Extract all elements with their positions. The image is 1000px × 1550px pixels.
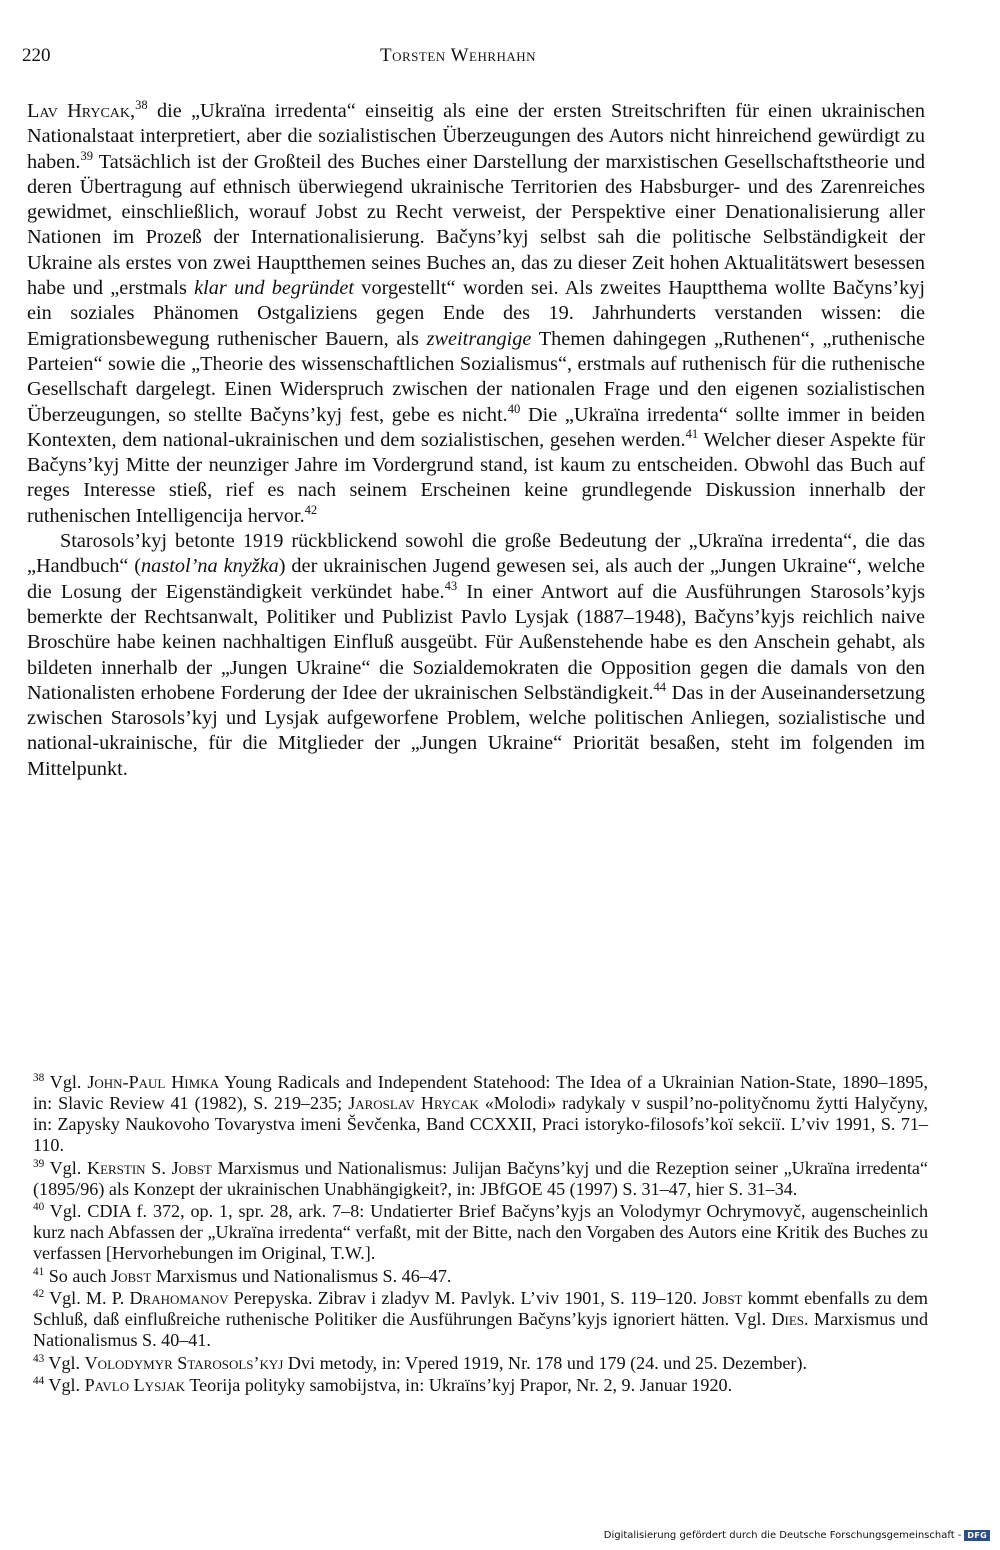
author-name: Volodymyr Starosols’kyj [84, 1352, 284, 1373]
text-run: vorgestellt“ worden sei. Als zweites Hauptthema wollte Bačyns’kyj ein soziales Phänomen Ostgaliziens gegen Ende des 19. Jahrhunderts verstanden wissen: die Emigrationsbewegung ruthenischer Bauern, als [27, 277, 925, 350]
footnote [33, 1375, 928, 1396]
text-run: «Molodi» radykaly v suspil’no-polityčnomu žytti Halyčyny, in: Zapysky Naukovoho Tovarystva imeni Ševčenka, Band CCXXII, Praci istoryko-filosofs’koï sekciï. L’viv 1991, S. 71–110. [33, 1093, 929, 1155]
footnotes [33, 1072, 928, 1398]
italic-text: nastol’na knyžka [141, 555, 279, 578]
footnote-marker: 40 [33, 1201, 45, 1214]
text-run: In einer Antwort auf die Ausführungen Starosols’kyjs bemerkte der Rechtsanwalt, Politiker und Publizist Pavlo Lysjak (1887–1948), Bačyns’kyjs reichlich naive Broschüre habe keinen nachhaltigen Einfluß ausgeübt. Für Außenstehende habe es den Anschein gehabt, als bildeten innerhalb der „Jungen Ukraine“ die Sozialdemokraten die Opposition gegen die damals von den Nationalisten erhobene Forderung der Idee der ukrainischen Selbständigkeit. [27, 580, 926, 704]
credit-text: Digitalisierung gefördert durch die Deutsche Forschungsgemeinschaft - [603, 1530, 962, 1541]
footnote-marker: 40 [507, 401, 521, 416]
text-run: Tatsächlich ist der Großteil des Buches einer Darstellung der marxistischen Gesellschaftstheorie und deren Übertragung auf ethnisch überwiegend ukrainische Territorien des Habsburger- und des Zarenreiches gewidmet, einschließlich, worauf Jobst zu Recht verweist, der Perspektive einer Denationalisierung aller Nationen im Prozeß der Internationalisierung. Bačyns’kyj selbst sah die politische Selbständigkeit der Ukraine als erstes von zwei Hauptthemen seines Buches an, das zu dieser Zeit hohen Aktualitätswert besessen habe und „erstmals [27, 150, 925, 300]
author-name: Jobst [702, 1288, 743, 1308]
text-run: . Marxismus und Nationalismus S. 40–41. [33, 1309, 928, 1350]
italic-text: zweitrangige [426, 327, 532, 350]
text-run: Vgl. CDIA f. 372, op. 1, spr. 28, ark. 7–8: Undatierter Brief Bačyns’kyjs an Volodymyr Ochrymovyč, augenscheinlich kurz nach Abfassen der „Ukraïna irredenta“ verfaßt, mit der Bitte, nach den Vorgaben des Autors eine Kritik des Buches zu verfassen [Hervorhebungen im Original, T.W.]. [33, 1201, 928, 1263]
author-name: Jaroslav Hrycak [348, 1093, 479, 1113]
text-run: ) der ukrainischen Jugend gewesen sei, als auch der „Jungen Ukraine“, welche die Losung der Eigenständigkeit verkündet habe. [27, 555, 925, 603]
text-run: Dvi metody, in: Vpered 1919, Nr. 178 und 179 (24. und 25. Dezember). [283, 1352, 807, 1373]
italic-text: klar und begründet [194, 277, 355, 300]
footnote-marker: 43 [444, 578, 458, 593]
footnote [33, 1072, 928, 1156]
footnote-marker: 42 [33, 1288, 45, 1301]
author-name: Kerstin S. Jobst [87, 1157, 212, 1178]
footnote-marker: 44 [33, 1375, 45, 1388]
body-text [27, 99, 925, 782]
body-paragraph [27, 99, 925, 529]
footnote-marker: 38 [33, 1072, 45, 1085]
text-run: Vgl. [44, 1157, 87, 1178]
text-run: Marxismus und Nationalismus: Julijan Bačyns’kyj und die Rezeption seiner „Ukraïna irredenta“ (1895/96) als Konzept der ukrainischen Unabhängigkeit?, in: JBfGOE 45 (1997) S. 31–47, hier S. 31–34. [33, 1157, 928, 1199]
footnote [33, 1158, 928, 1200]
text-run: Das in der Auseinandersetzung zwischen Starosols’kyj und Lysjak aufgeworfene Problem, welche politischen Anliegen, sozialistische und national-ukrainische, für die Mitglieder der „Jungen Ukraine“ Priorität besaßen, steht im folgenden im Mittelpunkt. [27, 681, 925, 780]
footnote-marker: 42 [304, 502, 318, 517]
text-run: Marxismus und Nationalismus S. 46–47. [151, 1265, 452, 1286]
text-run: Vgl. [44, 1352, 85, 1373]
text-run: Themen dahingegen „Ruthenen“, „ruthenische Parteien“ sowie die „Theorie des wissenschaftlichen Sozialismus“, erstmals auf ruthenisch für die ruthenische Gesellschaft dargelegt. Einen Widerspruch zwischen der nationalen Frage und den eigenen sozialistischen Überzeugungen, so stellte Bačyns’kyj fest, gebe es nicht. [27, 327, 925, 426]
footnote-marker: 39 [80, 148, 94, 163]
text-run: Young Radicals and Independent Statehood: The Idea of a Ukrainian Nation-State, 1890–1895, in: Slavic Review 41 (1982), S. 219–235; [33, 1072, 928, 1113]
footnote-marker: 43 [33, 1352, 45, 1365]
footnote-marker: 39 [33, 1157, 45, 1170]
text-run: Welcher dieser Aspekte für Bačyns’kyj Mitte der neunziger Jahre im Vordergrund stand, ist kaum zu entscheiden. Obwohl das Buch auf reges Interesse stieß, rief es nach seinem Erscheinen keine grundlegende Diskussion innerhalb der ruthenischen Intelligencija hervor. [27, 428, 925, 527]
footnote [33, 1201, 928, 1264]
footnote-marker: 41 [33, 1265, 45, 1278]
text-run: Starosols’kyj betonte 1919 rückblickend sowohl die große Bedeutung der „Ukraïna irredenta“, die das „Handbuch“ ( [27, 530, 925, 578]
footnote-marker: 38 [135, 98, 148, 113]
author-name: Dies [771, 1309, 805, 1329]
running-head-author: Torsten Wehrhahn [380, 45, 537, 66]
text-run: Perepyska. Zibrav i zladyv M. Pavlyk. L’viv 1901, S. 119–120. [228, 1288, 703, 1308]
dfg-logo: DFG [964, 1530, 990, 1541]
text-run: Die „Ukraïna irredenta“ sollte immer in beiden Kontexten, dem national-ukrainischen und dem sozialistischen, gesehen werden. [27, 403, 925, 451]
text-run: die „Ukraïna irredenta“ einseitig als eine der ersten Streitschriften für einen ukrainischen Nationalstaat interpretiert, aber die sozialistischen Überzeugungen des Autors nicht hinreichend gewürdigt zu haben. [27, 100, 925, 173]
text-run: Vgl. M. P. [44, 1288, 130, 1308]
text-run: kommt ebenfalls zu dem Schluß, daß einflußreiche ruthenische Politiker die Ausführungen Bačyns’kyjs ignoriert hätten. Vgl. [33, 1288, 929, 1329]
footnote [33, 1288, 928, 1351]
author-name: Jobst [111, 1265, 152, 1286]
footnote [33, 1266, 928, 1287]
digitization-credit [604, 1530, 990, 1541]
footnote-marker: 41 [685, 427, 699, 442]
text-run: Vgl. [44, 1375, 85, 1395]
footnote [33, 1353, 928, 1374]
author-name: Pavlo Lysjak [84, 1375, 186, 1395]
text-run: Teorija polityky samobijstva, in: Ukraïns’kyj Prapor, Nr. 2, 9. Januar 1920. [185, 1375, 733, 1395]
author-name: Drahomanov [129, 1288, 229, 1308]
author-name: John-Paul Himka [87, 1072, 219, 1092]
text-run: Vgl. [44, 1072, 88, 1092]
text-run: So auch [44, 1265, 112, 1286]
author-name: Lav Hrycak, [27, 100, 136, 122]
page-number: 220 [22, 45, 51, 66]
body-paragraph [27, 529, 925, 782]
footnote-marker: 44 [653, 680, 667, 695]
